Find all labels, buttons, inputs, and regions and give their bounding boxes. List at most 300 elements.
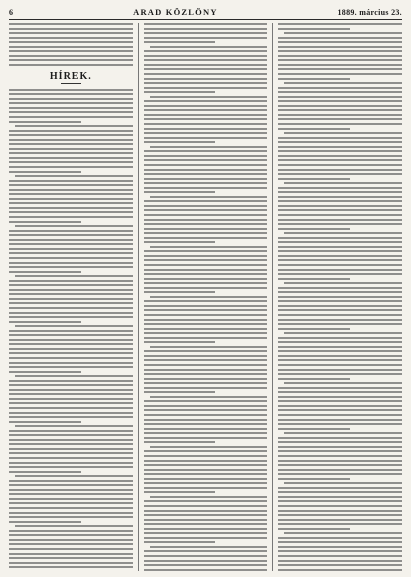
text-line-placeholder bbox=[278, 191, 402, 193]
text-line-placeholder bbox=[278, 314, 402, 316]
text-line-placeholder bbox=[9, 89, 133, 91]
text-line-placeholder bbox=[278, 305, 402, 307]
text-line-placeholder bbox=[144, 432, 268, 434]
text-line-placeholder bbox=[9, 107, 133, 109]
text-line-placeholder bbox=[278, 455, 402, 457]
text-line-placeholder bbox=[9, 111, 133, 113]
text-line-placeholder bbox=[278, 178, 350, 180]
text-line-placeholder bbox=[144, 219, 268, 221]
text-line-placeholder bbox=[278, 487, 402, 489]
text-line-placeholder bbox=[144, 237, 268, 239]
text-line-placeholder bbox=[278, 96, 402, 98]
text-line-placeholder bbox=[144, 141, 216, 143]
text-line-placeholder bbox=[278, 228, 350, 230]
text-line-placeholder bbox=[144, 414, 268, 416]
text-line-placeholder bbox=[278, 560, 402, 562]
text-line-placeholder bbox=[144, 350, 268, 352]
text-line-placeholder bbox=[9, 393, 133, 395]
text-line-placeholder bbox=[144, 487, 268, 489]
text-line-placeholder bbox=[278, 223, 402, 225]
text-line-placeholder bbox=[9, 312, 133, 314]
text-line-placeholder bbox=[9, 148, 133, 150]
text-line-placeholder bbox=[144, 569, 268, 571]
text-line-placeholder bbox=[278, 528, 350, 530]
text-line-placeholder bbox=[144, 232, 268, 234]
running-head bbox=[9, 7, 402, 20]
text-line-placeholder bbox=[278, 187, 402, 189]
text-line-placeholder bbox=[9, 55, 133, 57]
text-line-placeholder bbox=[278, 473, 402, 475]
text-line-placeholder bbox=[9, 28, 133, 30]
text-line-placeholder bbox=[144, 400, 268, 402]
text-line-placeholder bbox=[9, 357, 133, 359]
text-line-placeholder bbox=[278, 469, 402, 471]
text-line-placeholder bbox=[9, 198, 133, 200]
column-left bbox=[9, 23, 133, 571]
text-line-placeholder bbox=[144, 228, 268, 230]
text-line-placeholder bbox=[144, 541, 216, 543]
text-line-placeholder bbox=[278, 519, 402, 521]
text-line-placeholder bbox=[144, 332, 268, 334]
text-line-placeholder bbox=[9, 539, 133, 541]
text-line-placeholder bbox=[9, 562, 133, 564]
text-line-placeholder bbox=[278, 246, 402, 248]
text-line-placeholder bbox=[9, 516, 133, 518]
text-line-placeholder bbox=[144, 241, 216, 243]
text-line-placeholder bbox=[144, 409, 268, 411]
text-line-placeholder bbox=[150, 96, 268, 98]
text-line-placeholder bbox=[144, 387, 268, 389]
text-line-placeholder bbox=[278, 405, 402, 407]
text-line-placeholder bbox=[144, 200, 268, 202]
text-line-placeholder bbox=[278, 123, 402, 125]
text-line-placeholder bbox=[278, 150, 402, 152]
text-line-placeholder bbox=[278, 55, 402, 57]
text-line-placeholder bbox=[150, 246, 268, 248]
text-line-placeholder bbox=[150, 296, 268, 298]
text-line-placeholder bbox=[144, 178, 268, 180]
text-line-placeholder bbox=[9, 134, 133, 136]
text-line-placeholder bbox=[144, 355, 268, 357]
text-line-placeholder bbox=[144, 50, 268, 52]
text-line-placeholder bbox=[144, 159, 268, 161]
issue-date: 1889. március 23. bbox=[337, 8, 402, 17]
text-line-placeholder bbox=[278, 460, 402, 462]
text-line-placeholder bbox=[9, 252, 133, 254]
text-line-placeholder bbox=[278, 309, 402, 311]
text-line-placeholder bbox=[150, 496, 268, 498]
text-line-placeholder bbox=[284, 232, 402, 234]
text-line-placeholder bbox=[278, 491, 402, 493]
text-line-placeholder bbox=[9, 389, 133, 391]
text-line-placeholder bbox=[144, 500, 268, 502]
text-line-placeholder bbox=[9, 452, 133, 454]
text-line-placeholder bbox=[278, 550, 402, 552]
text-line-placeholder bbox=[278, 359, 402, 361]
text-line-placeholder bbox=[144, 278, 268, 280]
text-line-placeholder bbox=[284, 432, 402, 434]
text-line-placeholder bbox=[9, 553, 133, 555]
text-line-placeholder bbox=[278, 319, 402, 321]
column-middle bbox=[138, 23, 268, 571]
text-line-placeholder bbox=[150, 196, 268, 198]
text-line-placeholder bbox=[284, 382, 402, 384]
text-line-placeholder bbox=[9, 284, 133, 286]
text-line-placeholder bbox=[9, 416, 133, 418]
text-line-placeholder bbox=[9, 302, 133, 304]
text-line-placeholder bbox=[144, 455, 268, 457]
text-line-placeholder bbox=[144, 187, 268, 189]
text-line-placeholder bbox=[144, 255, 268, 257]
text-line-placeholder bbox=[278, 437, 402, 439]
text-line-placeholder bbox=[9, 398, 133, 400]
text-line-placeholder bbox=[15, 325, 133, 327]
text-line-placeholder bbox=[144, 100, 268, 102]
text-line-placeholder bbox=[278, 164, 402, 166]
text-line-placeholder bbox=[278, 269, 402, 271]
text-line-placeholder bbox=[15, 525, 133, 527]
text-line-placeholder bbox=[278, 155, 402, 157]
text-line-placeholder bbox=[278, 259, 402, 261]
text-line-placeholder bbox=[144, 37, 268, 39]
text-line-placeholder bbox=[144, 173, 268, 175]
text-line-placeholder bbox=[9, 366, 133, 368]
text-line-placeholder bbox=[144, 364, 268, 366]
text-line-placeholder bbox=[278, 428, 350, 430]
text-line-placeholder bbox=[278, 569, 402, 571]
text-line-placeholder bbox=[144, 41, 216, 43]
text-line-placeholder bbox=[278, 109, 402, 111]
text-line-placeholder bbox=[278, 496, 402, 498]
text-line-placeholder bbox=[9, 480, 133, 482]
text-line-placeholder bbox=[144, 214, 268, 216]
column-right bbox=[272, 23, 402, 571]
text-line-placeholder bbox=[144, 491, 216, 493]
text-line-placeholder bbox=[284, 132, 402, 134]
text-line-placeholder bbox=[278, 241, 402, 243]
text-line-placeholder bbox=[144, 291, 216, 293]
text-line-placeholder bbox=[9, 430, 133, 432]
text-line-placeholder bbox=[144, 537, 268, 539]
text-line-placeholder bbox=[144, 328, 268, 330]
text-line-placeholder bbox=[144, 300, 268, 302]
text-line-placeholder bbox=[278, 505, 402, 507]
text-line-placeholder bbox=[278, 355, 402, 357]
text-line-placeholder bbox=[144, 87, 268, 89]
text-line-placeholder bbox=[278, 91, 402, 93]
text-line-placeholder bbox=[278, 291, 402, 293]
text-line-placeholder bbox=[9, 380, 133, 382]
text-line-placeholder bbox=[9, 116, 133, 118]
text-line-placeholder bbox=[278, 219, 402, 221]
text-line-placeholder bbox=[9, 384, 133, 386]
text-line-placeholder bbox=[284, 532, 402, 534]
text-line-placeholder bbox=[9, 462, 133, 464]
text-line-placeholder bbox=[144, 423, 268, 425]
text-line-placeholder bbox=[9, 98, 133, 100]
text-line-placeholder bbox=[144, 555, 268, 557]
text-line-placeholder bbox=[144, 118, 268, 120]
text-line-placeholder bbox=[9, 221, 81, 223]
text-line-placeholder bbox=[15, 375, 133, 377]
text-line-placeholder bbox=[278, 46, 402, 48]
text-line-placeholder bbox=[9, 216, 133, 218]
text-line-placeholder bbox=[278, 173, 402, 175]
text-line-placeholder bbox=[278, 464, 402, 466]
text-line-placeholder bbox=[278, 450, 402, 452]
text-line-placeholder bbox=[278, 423, 402, 425]
text-line-placeholder bbox=[9, 193, 133, 195]
text-line-placeholder bbox=[144, 123, 268, 125]
text-line-placeholder bbox=[278, 446, 402, 448]
text-line-placeholder bbox=[278, 137, 402, 139]
text-line-placeholder bbox=[15, 125, 133, 127]
text-line-placeholder bbox=[278, 364, 402, 366]
text-line-placeholder bbox=[9, 348, 133, 350]
text-line-placeholder bbox=[278, 41, 402, 43]
text-line-placeholder bbox=[15, 275, 133, 277]
text-line-placeholder bbox=[150, 46, 268, 48]
text-line-placeholder bbox=[144, 105, 268, 107]
text-line-placeholder bbox=[9, 443, 133, 445]
text-line-placeholder bbox=[9, 512, 133, 514]
text-line-placeholder bbox=[9, 50, 133, 52]
text-line-placeholder bbox=[144, 59, 268, 61]
text-line-placeholder bbox=[278, 337, 402, 339]
text-line-placeholder bbox=[9, 548, 133, 550]
text-line-placeholder bbox=[9, 507, 133, 509]
text-line-placeholder bbox=[9, 102, 133, 104]
text-line-placeholder bbox=[144, 369, 268, 371]
text-line-placeholder bbox=[144, 250, 268, 252]
masthead-title: ARAD KÖZLÖNY bbox=[133, 7, 218, 17]
text-line-placeholder bbox=[9, 161, 133, 163]
text-line-placeholder bbox=[284, 282, 402, 284]
text-line-placeholder bbox=[144, 223, 268, 225]
text-line-placeholder bbox=[284, 82, 402, 84]
text-line-placeholder bbox=[278, 196, 402, 198]
text-line-placeholder bbox=[150, 446, 268, 448]
text-line-placeholder bbox=[144, 282, 268, 284]
text-line-placeholder bbox=[144, 564, 268, 566]
text-line-placeholder bbox=[9, 248, 133, 250]
text-line-placeholder bbox=[278, 369, 402, 371]
text-line-placeholder bbox=[284, 182, 402, 184]
text-line-placeholder bbox=[9, 139, 133, 141]
text-line-placeholder bbox=[278, 273, 402, 275]
text-line-placeholder bbox=[9, 352, 133, 354]
text-line-placeholder bbox=[144, 32, 268, 34]
text-line-placeholder bbox=[278, 510, 402, 512]
text-line-placeholder bbox=[278, 409, 402, 411]
text-line-placeholder bbox=[278, 546, 402, 548]
text-line-placeholder bbox=[15, 225, 133, 227]
text-line-placeholder bbox=[9, 439, 133, 441]
text-line-placeholder bbox=[9, 298, 133, 300]
text-line-placeholder bbox=[278, 555, 402, 557]
text-line-placeholder bbox=[278, 100, 402, 102]
text-line-placeholder bbox=[278, 278, 350, 280]
text-line-placeholder bbox=[144, 68, 268, 70]
text-line-placeholder bbox=[278, 564, 402, 566]
text-line-placeholder bbox=[9, 271, 81, 273]
text-line-placeholder bbox=[15, 475, 133, 477]
text-line-placeholder bbox=[9, 489, 133, 491]
text-line-placeholder bbox=[9, 121, 81, 123]
text-line-placeholder bbox=[9, 316, 133, 318]
text-line-placeholder bbox=[144, 382, 268, 384]
text-line-placeholder bbox=[278, 37, 402, 39]
text-line-placeholder bbox=[144, 523, 268, 525]
text-line-placeholder bbox=[150, 546, 268, 548]
text-line-placeholder bbox=[278, 378, 350, 380]
text-line-placeholder bbox=[278, 287, 402, 289]
text-line-placeholder bbox=[150, 346, 268, 348]
text-line-placeholder bbox=[144, 91, 216, 93]
text-line-placeholder bbox=[144, 473, 268, 475]
text-line-placeholder bbox=[9, 307, 133, 309]
text-line-placeholder bbox=[144, 528, 268, 530]
text-line-placeholder bbox=[278, 200, 402, 202]
text-line-placeholder bbox=[144, 550, 268, 552]
text-line-placeholder bbox=[144, 319, 268, 321]
section-heading-rule bbox=[61, 83, 81, 84]
text-line-placeholder bbox=[9, 239, 133, 241]
text-line-placeholder bbox=[144, 182, 268, 184]
text-line-placeholder bbox=[278, 73, 402, 75]
text-line-placeholder bbox=[144, 460, 268, 462]
text-line-placeholder bbox=[144, 514, 268, 516]
text-line-placeholder bbox=[144, 73, 268, 75]
text-line-placeholder bbox=[9, 152, 133, 154]
text-line-placeholder bbox=[278, 419, 402, 421]
text-line-placeholder bbox=[9, 402, 133, 404]
text-line-placeholder bbox=[278, 373, 402, 375]
text-line-placeholder bbox=[278, 391, 402, 393]
text-line-placeholder bbox=[278, 341, 402, 343]
text-line-placeholder bbox=[9, 457, 133, 459]
text-line-placeholder bbox=[9, 471, 81, 473]
text-line-placeholder bbox=[9, 448, 133, 450]
text-line-placeholder bbox=[9, 534, 133, 536]
text-line-placeholder bbox=[9, 289, 133, 291]
text-line-placeholder bbox=[9, 230, 133, 232]
text-line-placeholder bbox=[9, 93, 133, 95]
text-line-placeholder bbox=[278, 300, 402, 302]
text-line-placeholder bbox=[278, 350, 402, 352]
text-line-placeholder bbox=[278, 264, 402, 266]
text-line-placeholder bbox=[9, 293, 133, 295]
text-line-placeholder bbox=[144, 64, 268, 66]
text-line-placeholder bbox=[144, 23, 268, 25]
text-line-placeholder bbox=[144, 323, 268, 325]
text-line-placeholder bbox=[278, 28, 350, 30]
text-line-placeholder bbox=[15, 175, 133, 177]
text-line-placeholder bbox=[144, 259, 268, 261]
text-line-placeholder bbox=[278, 87, 402, 89]
text-line-placeholder bbox=[144, 450, 268, 452]
text-line-placeholder bbox=[144, 532, 268, 534]
text-line-placeholder bbox=[278, 50, 402, 52]
text-line-placeholder bbox=[144, 405, 268, 407]
text-line-placeholder bbox=[144, 428, 268, 430]
text-line-placeholder bbox=[9, 521, 81, 523]
text-line-placeholder bbox=[144, 478, 268, 480]
text-line-placeholder bbox=[9, 343, 133, 345]
text-line-placeholder bbox=[144, 150, 268, 152]
text-line-placeholder bbox=[144, 155, 268, 157]
text-line-placeholder bbox=[9, 466, 133, 468]
text-line-placeholder bbox=[9, 166, 133, 168]
text-line-placeholder bbox=[144, 137, 268, 139]
text-line-placeholder bbox=[278, 64, 402, 66]
text-line-placeholder bbox=[278, 214, 402, 216]
text-line-placeholder bbox=[144, 482, 268, 484]
text-line-placeholder bbox=[9, 362, 133, 364]
text-line-placeholder bbox=[144, 378, 268, 380]
text-line-placeholder bbox=[278, 23, 402, 25]
text-line-placeholder bbox=[144, 169, 268, 171]
text-line-placeholder bbox=[9, 64, 133, 66]
text-line-placeholder bbox=[144, 191, 216, 193]
text-line-placeholder bbox=[278, 250, 402, 252]
text-line-placeholder bbox=[9, 23, 133, 25]
text-line-placeholder bbox=[278, 500, 402, 502]
text-line-placeholder bbox=[278, 159, 402, 161]
text-line-placeholder bbox=[144, 273, 268, 275]
text-line-placeholder bbox=[9, 180, 133, 182]
text-line-placeholder bbox=[278, 78, 350, 80]
text-line-placeholder bbox=[9, 32, 133, 34]
text-line-placeholder bbox=[144, 114, 268, 116]
text-line-placeholder bbox=[278, 105, 402, 107]
text-line-placeholder bbox=[9, 502, 133, 504]
text-line-placeholder bbox=[278, 146, 402, 148]
text-line-placeholder bbox=[278, 118, 402, 120]
text-line-placeholder bbox=[278, 59, 402, 61]
text-line-placeholder bbox=[144, 109, 268, 111]
text-line-placeholder bbox=[9, 189, 133, 191]
text-line-placeholder bbox=[9, 202, 133, 204]
text-line-placeholder bbox=[284, 332, 402, 334]
text-line-placeholder bbox=[9, 243, 133, 245]
text-line-placeholder bbox=[284, 482, 402, 484]
text-line-placeholder bbox=[278, 205, 402, 207]
text-line-placeholder bbox=[278, 523, 402, 525]
text-line-placeholder bbox=[144, 441, 216, 443]
text-line-placeholder bbox=[9, 207, 133, 209]
text-line-placeholder bbox=[144, 505, 268, 507]
news-section-heading: HÍREK. bbox=[49, 70, 92, 82]
text-line-placeholder bbox=[278, 296, 402, 298]
text-line-placeholder bbox=[9, 484, 133, 486]
text-line-placeholder bbox=[278, 441, 402, 443]
text-line-placeholder bbox=[278, 169, 402, 171]
text-line-placeholder bbox=[144, 205, 268, 207]
text-line-placeholder bbox=[278, 541, 402, 543]
text-line-placeholder bbox=[278, 478, 350, 480]
page-number: 6 bbox=[9, 8, 14, 17]
text-line-placeholder bbox=[9, 498, 133, 500]
article-columns bbox=[9, 23, 402, 571]
text-line-placeholder bbox=[9, 321, 81, 323]
text-line-placeholder bbox=[9, 262, 133, 264]
text-line-placeholder bbox=[9, 371, 81, 373]
text-line-placeholder bbox=[144, 164, 268, 166]
text-line-placeholder bbox=[278, 209, 402, 211]
text-line-placeholder bbox=[9, 266, 133, 268]
text-line-placeholder bbox=[144, 359, 268, 361]
